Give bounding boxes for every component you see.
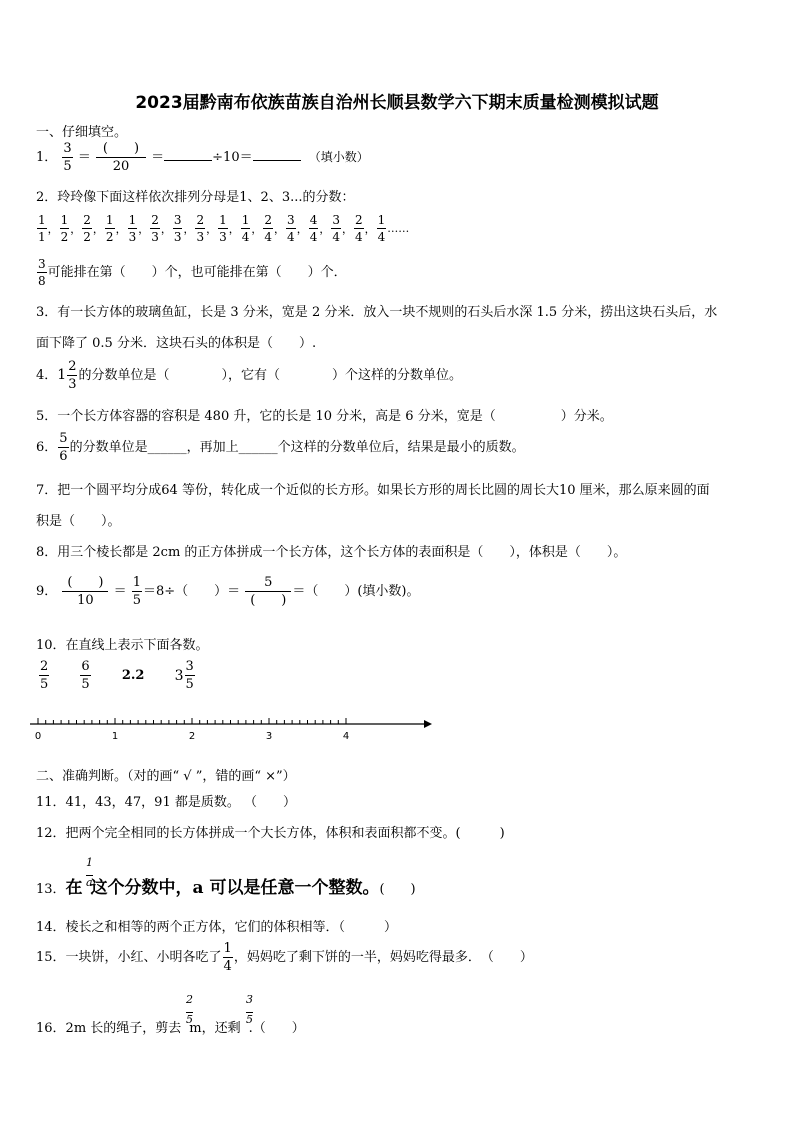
- number-line: [30, 712, 440, 744]
- fraction: $\frac{2}{4}$: [264, 213, 273, 244]
- question-11: 11．41，43，47，91 都是质数。 （ ）: [36, 795, 296, 810]
- fraction: $\frac{2}{4}$: [354, 213, 363, 244]
- fraction: $\frac{2}{3}$: [68, 359, 77, 392]
- question-3-line2: 面下降了 0.5 分米．这块石头的体积是（ ）.: [36, 336, 317, 351]
- fraction: $\frac{1}{4}$: [377, 213, 386, 244]
- question-4: 4．1 $\frac{2}{3}$ 的分数单位是（ ），它有（ ）个这样的分数单位。: [36, 359, 462, 392]
- fraction: $\frac{1}{1}$: [38, 213, 46, 244]
- question-12: 12．把两个完全相同的长方体拼成一个大长方体，体积和表面积都不变。( ): [36, 826, 505, 841]
- question-14: 14．棱长之和相等的两个正方体，它们的体积相等．（ ）: [36, 920, 398, 935]
- fraction-denominator: 5: [246, 1013, 253, 1026]
- fraction: $\frac{3}{8}$: [38, 257, 46, 288]
- fraction: $\frac{2}{5}$: [40, 659, 49, 692]
- question-2-line2: $\frac{3}{8}$ 可能排在第（ ）个，也可能排在第（ ）个．: [38, 257, 347, 288]
- fraction: $\frac{1}{2}$: [60, 213, 69, 244]
- fraction-numerator: 2: [186, 993, 193, 1006]
- fraction: $\frac{5}{6}$: [59, 431, 68, 464]
- fraction: $\frac{3}{3}$: [173, 213, 182, 244]
- fraction: $\frac{1}{2}$: [105, 213, 114, 244]
- answer-blank[interactable]: [253, 160, 301, 161]
- fraction: $\frac{1}{3}$: [219, 213, 227, 244]
- question-16: 16．2m 长的绳子，剪去 m，还剩 .（ ）: [36, 1021, 305, 1036]
- tick-label: 2: [188, 731, 196, 742]
- tick-label: 4: [342, 731, 350, 742]
- fraction: $\frac{3}{4}$: [287, 213, 295, 244]
- section-1-heading: 一、仔细填空。: [36, 125, 128, 140]
- question-6: 6． $\frac{5}{6}$ 的分数单位是______，再加上______个这样的分数单位后，结果是最小的质数。: [36, 431, 525, 464]
- fraction: $\frac{3}{5}$: [63, 141, 72, 174]
- fraction: $\frac{1}{4}$: [223, 941, 232, 974]
- question-7-line2: 积是（ ）。: [36, 514, 121, 529]
- number-list: $\frac{2}{5}$ $\frac{6}{5}$ 2.2 3 $\frac{3}{5}$: [40, 659, 194, 692]
- question-8: 8．用三个棱长都是 2cm 的正方体拼成一个长方体，这个长方体的表面积是（ ），体积是（ ）。: [36, 545, 627, 560]
- fraction-numerator: 3: [246, 993, 253, 1006]
- fraction: $\frac{1}{5}$: [132, 575, 141, 608]
- fraction-denominator: 5: [186, 1013, 193, 1026]
- question-15: 15．一块饼，小红、小明各吃了 $\frac{1}{4}$ ，妈妈吃了剩下饼的一半，妈妈吃得最多． （ ）: [36, 941, 533, 974]
- question-9: 9． $\frac{( )}{10}$ ＝ $\frac{1}{5}$ ＝8÷（ ）＝ $\frac{5}{( )}$ ＝（ ）(填小数)。: [36, 575, 420, 608]
- question-10: 10．在直线上表示下面各数。: [36, 638, 209, 653]
- question-7-line1: 7．把一个圆平均分成64 等份，转化成一个近似的长方形。如果长方形的周长比圆的周长大10 厘米，那么原来圆的面: [36, 483, 710, 498]
- fraction: $\frac{3}{5}$: [185, 659, 194, 692]
- section-2-heading: 二、准确判断。（对的画“ √ ”，错的画“ ×”）: [36, 769, 296, 784]
- fraction: $\frac{6}{5}$: [81, 659, 90, 692]
- fraction: $\frac{2}{3}$: [151, 213, 159, 244]
- fraction-numerator: 1: [86, 856, 93, 869]
- tick-label: 1: [111, 731, 119, 742]
- fraction: $\frac{( )}{10}$: [62, 576, 108, 607]
- fraction-sequence: $\frac{1}{1}$ ， $\frac{1}{2}$ ， $\frac{2}{2}$ ， $\frac{1}{2}$ ， $\frac{1}{3}$ ， $\frac{2}{3}$ ， $\frac{3}{3}$ ， $\frac{2}{3}$ ， $\frac{1}{3}$ ， $\frac{1}{4}$ ， $\frac{2}{4}$ ， $\frac{3}{4}$ ， $\frac{4}{4}$ ， $\frac{3}{4}$ ， $\frac{2}{4}$ ， $\frac{1}{4}$ ……: [38, 213, 410, 244]
- question-1: 1． $\frac{3}{5}$ ＝ $\frac{( )}{20}$ ＝ ÷10＝ （填小数）: [36, 141, 369, 174]
- question-13: 13．在 这个分数中，a 可以是任意一个整数。( ): [36, 878, 416, 898]
- fraction: $\frac{2}{3}$: [196, 213, 205, 244]
- fraction: $\frac{2}{2}$: [83, 213, 91, 244]
- fraction-denominator: a: [86, 876, 93, 889]
- answer-blank[interactable]: [164, 160, 212, 161]
- question-2: 2．玲玲像下面这样依次排列分母是1、2、3...的分数：: [36, 190, 355, 205]
- fraction: $\frac{1}{3}$: [128, 213, 137, 244]
- page-title: 2023届黔南布依族苗族自治州长顺县数学六下期末质量检测模拟试题: [135, 93, 659, 113]
- fraction: $\frac{3}{4}$: [332, 213, 340, 244]
- tick-label: 3: [265, 731, 273, 742]
- axis-arrow: [424, 720, 432, 728]
- fraction: $\frac{1}{4}$: [241, 213, 250, 244]
- question-5: 5．一个长方体容器的容积是 480 升，它的长是 10 分米，高是 6 分米，宽是（ ）分米。: [36, 409, 613, 424]
- tick-label: 0: [34, 731, 42, 742]
- question-3-line1: 3．有一长方体的玻璃鱼缸，长是 3 分米，宽是 2 分米．放入一块不规则的石头后水深 1.5 分米，捞出这块石头后，水: [36, 305, 718, 320]
- fraction: $\frac{4}{4}$: [309, 213, 318, 244]
- fraction: $\frac{5}{( )}$: [245, 576, 291, 607]
- fraction: $\frac{( )}{20}$: [96, 142, 146, 173]
